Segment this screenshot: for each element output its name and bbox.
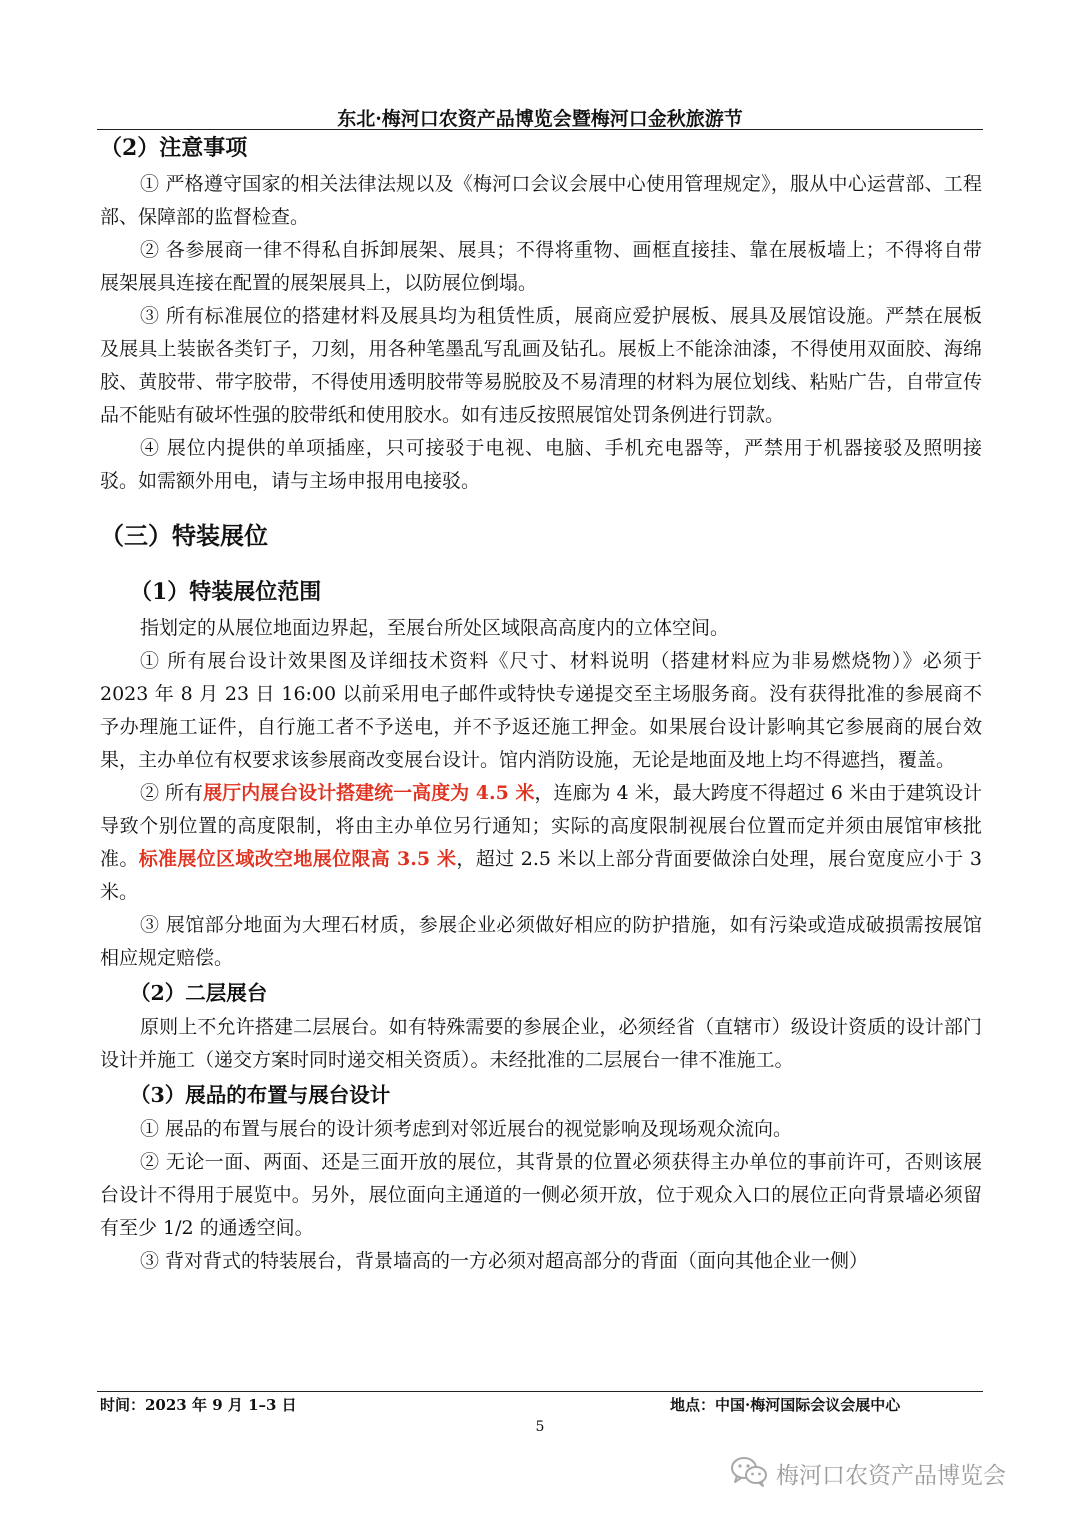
- scope-item-2-part-b: ，连廊为 4 米，最大跨度不得超过 6 米由于建筑设计导致个别位置的高度限制，将由主办单位另行通知；实际的高度限制视展台位置而定并须由展馆审核批准。: [100, 782, 982, 870]
- notes-item-2: ② 各参展商一律不得私自拆卸展架、展具；不得将重物、画框直接挂、靠在展板墙上；不得将自带展架展具连接在配置的展架展具上，以防展位倒塌。: [100, 239, 982, 294]
- wechat-watermark: [730, 1455, 1006, 1491]
- wechat-icon: [730, 1455, 768, 1491]
- scope-item-1: ① 所有展台设计效果图及详细技术资料《尺寸、材料说明（搭建材料应为非易燃烧物）》必须于 2023 年 8 月 23 日 16:00 以前采用电子邮件或特快专递提交至主场服务商。没有获得批准的参展商不予办理施工证件，自行施工者不予送电，并不予返还施工押金。如果展台设计影响其它参展商的展台效果，主办单位有权要求该参展商改变展台设计。馆内消防设施，无论是地面及地上均不得遮挡，覆盖。: [100, 650, 982, 771]
- notes-item-1: ① 严格遵守国家的相关法律法规以及《梅河口会议会展中心使用管理规定》，服从中心运营部、工程部、保障部的监督检查。: [100, 173, 982, 228]
- footer-divider: [97, 1391, 983, 1392]
- scope-intro: 指划定的从展位地面边界起，至展台所处区域限高高度内的立体空间。: [140, 617, 730, 639]
- double-deck-heading: （2）二层展台: [130, 981, 268, 1005]
- layout-item-2: ② 无论一面、两面、还是三面开放的展位，其背景的位置必须获得主办单位的事前许可，否则该展台设计不得用于展览中。另外，展位面向主通道的一侧必须开放，位于观众入口的展位正向背景墙必须留有至少 1/2 的通透空间。: [100, 1151, 982, 1239]
- notes-item-3: ③ 所有标准展位的搭建材料及展具均为租赁性质，展商应爱护展板、展具及展馆设施。严禁在展板及展具上装嵌各类钉子，刀刻，用各种笔墨乱写乱画及钻孔。展板上不能涂油漆，不得使用双面胶、海绵胶、黄胶带、带字胶带，不得使用透明胶带等易脱胶及不易清理的材料为展位划线、粘贴广告，自带宣传品不能贴有破坏性强的胶带纸和使用胶水。如有违反按照展馆处罚条例进行罚款。: [100, 305, 982, 426]
- page-header-title: 东北·梅河口农资产品博览会暨梅河口金秋旅游节: [337, 108, 743, 130]
- notes-heading: （2）注意事项: [100, 135, 248, 161]
- standard-area-limit-highlight: 标准展位区域改空地展位限高 3.5 米: [138, 848, 457, 870]
- height-limit-highlight: 展厅内展台设计搭建统一高度为 4.5 米: [203, 782, 535, 804]
- scope-item-2-part-a: ② 所有: [140, 782, 204, 804]
- layout-item-3: ③ 背对背式的特装展台，背景墙高的一方必须对超高部分的背面（面向其他企业一侧）: [140, 1250, 869, 1272]
- layout-item-1: ① 展品的布置与展台的设计须考虑到对邻近展台的视觉影响及现场观众流向。: [140, 1118, 793, 1140]
- scope-item-2-part-c: ，超过 2.5 米以上部分背面要做涂白处理，展台宽度应小于 3 米。: [100, 848, 982, 903]
- document-body: [100, 128, 982, 1278]
- layout-heading: （3）展品的布置与展台设计: [130, 1083, 391, 1107]
- special-booth-heading: （三）特装展位: [100, 521, 268, 550]
- double-deck-text: 原则上不允许搭建二层展台。如有特殊需要的参展企业，必须经省（直辖市）级设计资质的设计部门设计并施工（递交方案时同时递交相关资质）。未经批准的二层展台一律不准施工。: [100, 1016, 982, 1071]
- watermark-text: 梅河口农资产品博览会: [776, 1462, 1006, 1489]
- footer-time: 时间：2023 年 9 月 1–3 日: [100, 1396, 297, 1414]
- page-number: 5: [535, 1419, 545, 1435]
- scope-heading: （1）特装展位范围: [130, 579, 322, 605]
- notes-item-4: ④ 展位内提供的单项插座，只可接驳于电视、电脑、手机充电器等，严禁用于机器接驳及照明接驳。如需额外用电，请与主场申报用电接驳。: [100, 437, 982, 492]
- scope-item-2: [100, 777, 982, 909]
- footer-location: 地点：中国·梅河国际会议会展中心: [670, 1396, 901, 1414]
- scope-item-3: ③ 展馆部分地面为大理石材质，参展企业必须做好相应的防护措施，如有污染或造成破损需按展馆相应规定赔偿。: [100, 914, 982, 969]
